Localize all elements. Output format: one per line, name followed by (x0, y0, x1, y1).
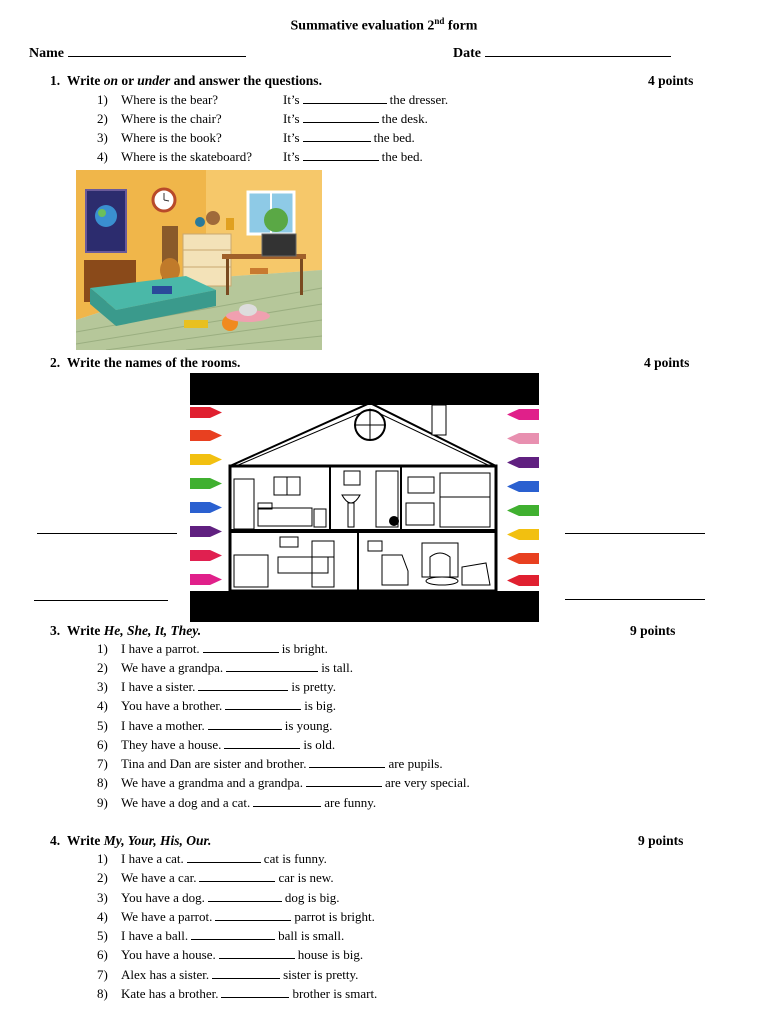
q3-item: 6) They have a house. is old. (97, 737, 336, 752)
q2-heading: 2. Write the names of the rooms. (50, 355, 241, 370)
q3-item: 5) I have a mother. is young. (97, 718, 333, 733)
answer-blank[interactable] (221, 986, 289, 998)
q4-item: 4) We have a parrot. parrot is bright. (97, 909, 375, 924)
q4-heading: 4. Write My, Your, His, Our. (50, 833, 212, 848)
answer-blank[interactable] (225, 698, 301, 710)
answer-blank[interactable] (198, 679, 288, 691)
q3-item: 7) Tina and Dan are sister and brother. are pupils. (97, 756, 443, 771)
answer-blank[interactable] (224, 737, 300, 749)
answer-blank[interactable] (203, 641, 279, 653)
room-answer-line[interactable] (34, 600, 168, 601)
room-answer-line[interactable] (37, 533, 177, 534)
date-input-line[interactable] (485, 44, 671, 57)
answer-blank[interactable] (191, 928, 275, 940)
name-field[interactable]: Name (29, 44, 246, 62)
q1-points: 4 points (648, 73, 694, 88)
answer-blank[interactable] (187, 851, 261, 863)
q4-item: 8) Kate has a brother. brother is smart. (97, 986, 378, 1001)
q3-item: 3) I have a sister. is pretty. (97, 679, 337, 694)
answer-blank[interactable] (226, 660, 318, 672)
page-title: Summative evaluation 2nd form (290, 16, 478, 34)
answer-blank[interactable] (253, 795, 321, 807)
answer-blank[interactable] (309, 756, 385, 768)
answer-blank[interactable] (208, 718, 282, 730)
answer-blank[interactable] (219, 947, 295, 959)
date-field[interactable]: Date (453, 44, 671, 62)
house-illustration (190, 373, 539, 622)
answer-blank[interactable] (215, 909, 291, 921)
q4-item: 3) You have a dog. dog is big. (97, 890, 340, 905)
q4-item: 2) We have a car. car is new. (97, 870, 334, 885)
q3-item: 9) We have a dog and a cat. are funny. (97, 795, 377, 810)
room-answer-line[interactable] (565, 533, 705, 534)
room-answer-line[interactable] (565, 599, 705, 600)
answer-blank[interactable] (303, 92, 387, 104)
answer-blank[interactable] (303, 111, 379, 123)
q3-heading: 3. Write He, She, It, They. (50, 623, 202, 638)
q1-item: 2) Where is the chair? It’s the desk. (97, 111, 428, 126)
q3-item: 8) We have a grandma and a grandpa. are very special. (97, 775, 470, 790)
q4-item: 1) I have a cat. cat is funny. (97, 851, 327, 866)
answer-blank[interactable] (303, 149, 379, 161)
name-input-line[interactable] (68, 44, 246, 57)
answer-blank[interactable] (212, 967, 280, 979)
q3-item: 1) I have a parrot. is bright. (97, 641, 328, 656)
q1-item: 3) Where is the book? It’s the bed. (97, 130, 415, 145)
q4-item: 6) You have a house. house is big. (97, 947, 364, 962)
q4-item: 5) I have a ball. ball is small. (97, 928, 345, 943)
answer-blank[interactable] (208, 890, 282, 902)
q3-item: 4) You have a brother. is big. (97, 698, 337, 713)
answer-blank[interactable] (306, 775, 382, 787)
q1-item: 1) Where is the bear? It’s the dresser. (97, 92, 449, 107)
q1-item: 4) Where is the skateboard? It’s the bed. (97, 149, 423, 164)
bedroom-illustration (76, 170, 322, 350)
q3-item: 2) We have a grandpa. is tall. (97, 660, 353, 675)
answer-blank[interactable] (199, 870, 275, 882)
q1-heading: 1. Write on or under and answer the questions. (50, 73, 322, 88)
answer-blank[interactable] (303, 130, 371, 142)
q4-item: 7) Alex has a sister. sister is pretty. (97, 967, 359, 982)
q4-points: 9 points (638, 833, 684, 848)
q3-points: 9 points (630, 623, 676, 638)
q2-points: 4 points (644, 355, 690, 370)
